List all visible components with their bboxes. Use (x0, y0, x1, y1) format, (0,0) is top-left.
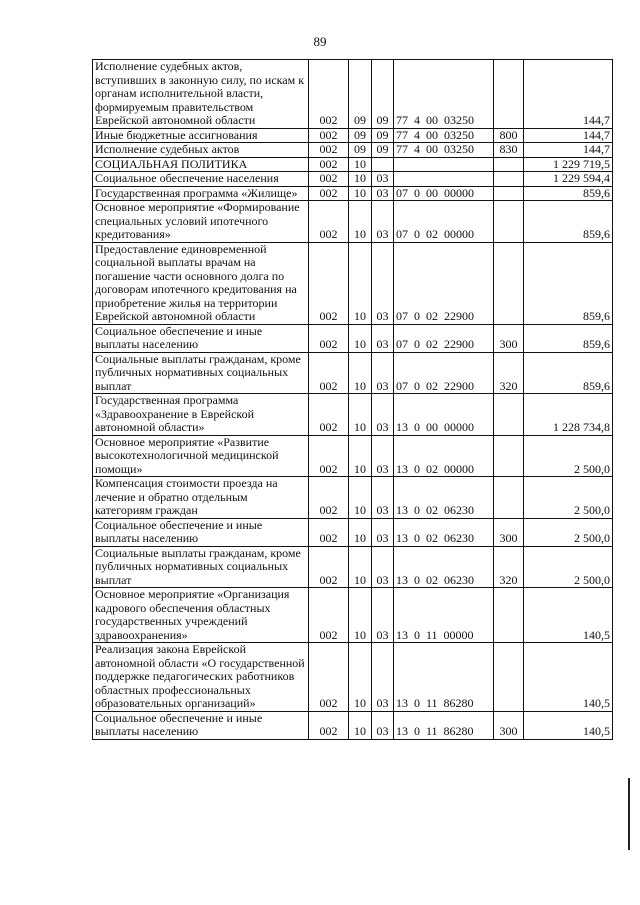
row-csr-cell: 77 4 00 03250 (394, 143, 494, 158)
row-ved-cell: 002 (309, 157, 349, 172)
row-name-cell: Реализация закона Еврейской автономной области «О государственной поддержке педагогических работников областных профессиональных образовательных организаций» (93, 643, 309, 712)
row-ved-cell: 002 (309, 477, 349, 519)
row-ved-cell: 002 (309, 352, 349, 394)
row-vr-cell: 830 (494, 143, 524, 158)
row-sum-cell: 140,5 (524, 711, 613, 739)
row-name-cell: Исполнение судебных актов (93, 143, 309, 158)
row-sum-cell: 859,6 (524, 201, 613, 243)
row-csr-cell: 77 4 00 03250 (394, 128, 494, 143)
row-vr-cell: 300 (494, 711, 524, 739)
row-csr-cell: 13 0 02 00000 (394, 435, 494, 477)
row-csr-cell (394, 157, 494, 172)
row-vr-cell (494, 157, 524, 172)
row-pr-cell: 09 (372, 60, 394, 129)
row-csr-cell: 07 0 02 22900 (394, 324, 494, 352)
row-ved-cell: 002 (309, 588, 349, 643)
row-rz-cell: 10 (349, 477, 372, 519)
row-name-cell: Основное мероприятие «Развитие высокотехнологичной медицинской помощи» (93, 435, 309, 477)
row-csr-cell (394, 172, 494, 187)
row-vr-cell (494, 172, 524, 187)
row-sum-cell: 2 500,0 (524, 435, 613, 477)
table-row (93, 172, 613, 187)
row-sum-cell: 2 500,0 (524, 477, 613, 519)
row-rz-cell: 10 (349, 186, 372, 201)
row-ved-cell: 002 (309, 143, 349, 158)
row-name-cell: Социальное обеспечение и иные выплаты населению (93, 518, 309, 546)
row-vr-cell (494, 242, 524, 324)
row-csr-cell: 13 0 02 06230 (394, 518, 494, 546)
row-vr-cell: 800 (494, 128, 524, 143)
row-ved-cell: 002 (309, 324, 349, 352)
row-ved-cell: 002 (309, 186, 349, 201)
row-vr-cell (494, 643, 524, 712)
table-row (93, 128, 613, 143)
row-name-cell: Социальное обеспечение и иные выплаты населению (93, 324, 309, 352)
row-pr-cell: 09 (372, 143, 394, 158)
table-row (93, 201, 613, 243)
row-rz-cell: 09 (349, 128, 372, 143)
row-rz-cell: 10 (349, 394, 372, 436)
table-row (93, 352, 613, 394)
row-pr-cell: 09 (372, 128, 394, 143)
row-vr-cell (494, 394, 524, 436)
row-name-cell: Государственная программа «Жилище» (93, 186, 309, 201)
row-pr-cell: 03 (372, 518, 394, 546)
row-name-cell: Предоставление единовременной социальной выплаты врачам на погашение части основного долга по договорам ипотечного кредитования на приобретение жилья на территории Еврейской автономной области (93, 242, 309, 324)
row-name-cell: Иные бюджетные ассигнования (93, 128, 309, 143)
row-vr-cell: 300 (494, 518, 524, 546)
row-name-cell: Компенсация стоимости проезда на лечение и обратно отдельным категориям граждан (93, 477, 309, 519)
table-row (93, 186, 613, 201)
row-ved-cell: 002 (309, 172, 349, 187)
row-pr-cell: 03 (372, 435, 394, 477)
row-rz-cell: 09 (349, 60, 372, 129)
row-rz-cell: 09 (349, 143, 372, 158)
row-pr-cell (372, 157, 394, 172)
row-name-cell: Социальные выплаты гражданам, кроме публичных нормативных социальных выплат (93, 546, 309, 588)
row-pr-cell: 03 (372, 324, 394, 352)
row-sum-cell: 2 500,0 (524, 518, 613, 546)
table-row (93, 711, 613, 739)
row-vr-cell (494, 477, 524, 519)
row-sum-cell: 140,5 (524, 643, 613, 712)
page-number: 89 (313, 34, 327, 49)
row-ved-cell: 002 (309, 711, 349, 739)
row-rz-cell: 10 (349, 588, 372, 643)
row-ved-cell: 002 (309, 435, 349, 477)
row-name-cell: Основное мероприятие «Формирование специальных условий ипотечного кредитования» (93, 201, 309, 243)
row-name-cell: Основное мероприятие «Организация кадрового обеспечения областных государственных учреждений здравоохранения» (93, 588, 309, 643)
table-row (93, 477, 613, 519)
row-sum-cell: 859,6 (524, 186, 613, 201)
row-rz-cell: 10 (349, 711, 372, 739)
row-name-cell: Государственная программа «Здравоохранение в Еврейской автономной области» (93, 394, 309, 436)
row-sum-cell: 859,6 (524, 352, 613, 394)
row-pr-cell: 03 (372, 242, 394, 324)
row-sum-cell: 1 229 594,4 (524, 172, 613, 187)
row-sum-cell: 1 228 734,8 (524, 394, 613, 436)
row-vr-cell (494, 435, 524, 477)
row-vr-cell (494, 588, 524, 643)
row-rz-cell: 10 (349, 201, 372, 243)
row-csr-cell: 13 0 11 00000 (394, 588, 494, 643)
margin-mark (628, 778, 630, 850)
row-pr-cell: 03 (372, 201, 394, 243)
row-csr-cell: 13 0 02 06230 (394, 546, 494, 588)
row-csr-cell: 07 0 02 22900 (394, 242, 494, 324)
row-vr-cell (494, 60, 524, 129)
row-csr-cell: 13 0 00 00000 (394, 394, 494, 436)
row-name-cell: Социальные выплаты гражданам, кроме публичных нормативных социальных выплат (93, 352, 309, 394)
row-rz-cell: 10 (349, 172, 372, 187)
row-vr-cell: 300 (494, 324, 524, 352)
row-pr-cell: 03 (372, 546, 394, 588)
row-pr-cell: 03 (372, 643, 394, 712)
row-rz-cell: 10 (349, 242, 372, 324)
row-csr-cell: 07 0 02 22900 (394, 352, 494, 394)
row-pr-cell: 03 (372, 477, 394, 519)
row-ved-cell: 002 (309, 546, 349, 588)
table-row (93, 60, 613, 129)
row-sum-cell: 859,6 (524, 242, 613, 324)
row-pr-cell: 03 (372, 172, 394, 187)
table-row (93, 157, 613, 172)
row-csr-cell: 77 4 00 03250 (394, 60, 494, 129)
table-row (93, 588, 613, 643)
row-sum-cell: 2 500,0 (524, 546, 613, 588)
row-sum-cell: 144,7 (524, 60, 613, 129)
row-ved-cell: 002 (309, 394, 349, 436)
row-rz-cell: 10 (349, 546, 372, 588)
row-pr-cell: 03 (372, 186, 394, 201)
row-csr-cell: 07 0 02 00000 (394, 201, 494, 243)
table-row (93, 242, 613, 324)
row-rz-cell: 10 (349, 518, 372, 546)
row-rz-cell: 10 (349, 643, 372, 712)
row-vr-cell (494, 186, 524, 201)
row-pr-cell: 03 (372, 711, 394, 739)
row-name-cell: Исполнение судебных актов, вступивших в законную силу, по искам к органам исполнительной власти, формируемым правительством Еврейской автономной области (93, 60, 309, 129)
row-name-cell: СОЦИАЛЬНАЯ ПОЛИТИКА (93, 157, 309, 172)
row-rz-cell: 10 (349, 352, 372, 394)
table-row (93, 394, 613, 436)
row-vr-cell: 320 (494, 352, 524, 394)
row-sum-cell: 859,6 (524, 324, 613, 352)
row-csr-cell: 13 0 02 06230 (394, 477, 494, 519)
row-sum-cell: 1 229 719,5 (524, 157, 613, 172)
table-row (93, 435, 613, 477)
table-row (93, 143, 613, 158)
row-vr-cell (494, 201, 524, 243)
row-ved-cell: 002 (309, 643, 349, 712)
table-row (93, 324, 613, 352)
row-csr-cell: 13 0 11 86280 (394, 643, 494, 712)
row-sum-cell: 140,5 (524, 588, 613, 643)
row-name-cell: Социальное обеспечение населения (93, 172, 309, 187)
row-rz-cell: 10 (349, 157, 372, 172)
budget-table (92, 59, 613, 740)
table-row (93, 643, 613, 712)
row-ved-cell: 002 (309, 128, 349, 143)
row-rz-cell: 10 (349, 324, 372, 352)
row-pr-cell: 03 (372, 394, 394, 436)
row-csr-cell: 13 0 11 86280 (394, 711, 494, 739)
row-sum-cell: 144,7 (524, 143, 613, 158)
table-row (93, 518, 613, 546)
row-sum-cell: 144,7 (524, 128, 613, 143)
row-ved-cell: 002 (309, 518, 349, 546)
row-ved-cell: 002 (309, 201, 349, 243)
row-csr-cell: 07 0 00 00000 (394, 186, 494, 201)
budget-table-body (93, 60, 613, 740)
row-pr-cell: 03 (372, 352, 394, 394)
row-pr-cell: 03 (372, 588, 394, 643)
row-ved-cell: 002 (309, 60, 349, 129)
row-name-cell: Социальное обеспечение и иные выплаты населению (93, 711, 309, 739)
row-rz-cell: 10 (349, 435, 372, 477)
table-row (93, 546, 613, 588)
row-vr-cell: 320 (494, 546, 524, 588)
row-ved-cell: 002 (309, 242, 349, 324)
